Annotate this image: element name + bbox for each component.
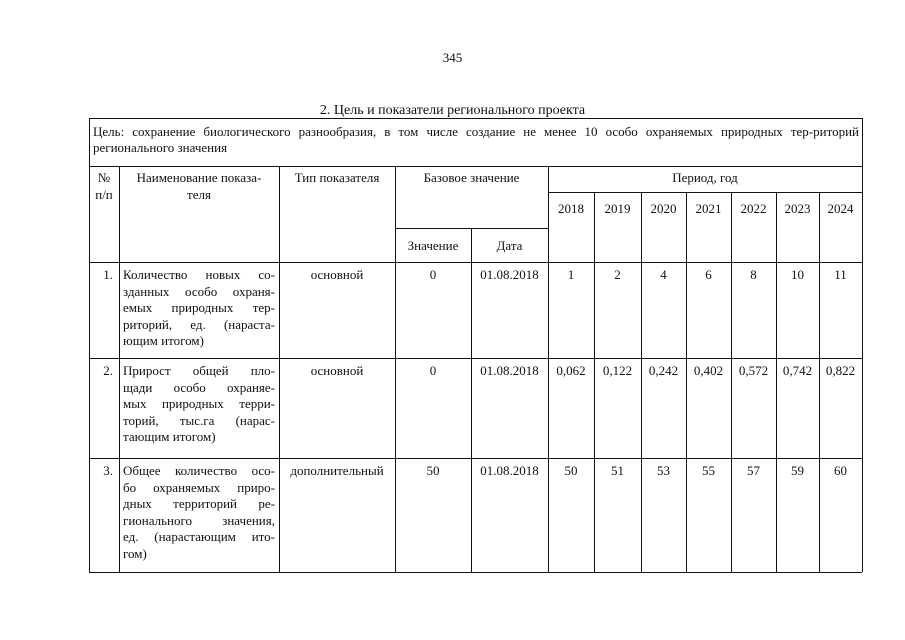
base-date: 01.08.2018 — [480, 267, 539, 282]
page-number: 345 — [442, 50, 463, 65]
year-value-2022: 0,572 — [738, 363, 769, 378]
column-divider — [594, 192, 595, 572]
goal-row-divider — [89, 166, 862, 167]
year-value-2022: 8 — [750, 267, 757, 282]
year-value-2019: 2 — [614, 267, 621, 282]
year-value-2018: 50 — [564, 463, 578, 478]
header-year-2022: 2022 — [740, 201, 767, 216]
row-divider — [89, 458, 862, 459]
indicator-name: Прирост общей пло- щади особо охраняе- мых природных терри- торий, тыс.га (нарас- тающим итогом) — [123, 363, 275, 444]
year-value-2018: 0,062 — [556, 363, 586, 378]
table-border-top — [89, 118, 862, 119]
year-value-2023: 59 — [791, 463, 804, 478]
row-divider — [89, 358, 862, 359]
base-value: 0 — [429, 363, 437, 378]
year-value-2021: 55 — [702, 463, 715, 478]
period-header-divider — [548, 192, 862, 193]
header-year-2023: 2023 — [784, 201, 811, 216]
year-value-2020: 53 — [657, 463, 670, 478]
indicator-name: Общее количество осо- бо охраняемых приро- дных территорий ре- гионального значения, ед. (нарастающим ито- гом) — [123, 463, 275, 561]
table-border-right — [862, 118, 863, 572]
indicator-type: дополнительный — [290, 463, 384, 478]
column-divider — [686, 192, 687, 572]
header-row-divider — [89, 262, 862, 263]
row-number: 2. — [103, 363, 113, 378]
year-value-2024: 0,822 — [825, 363, 856, 378]
column-divider — [776, 192, 777, 572]
base-value: 0 — [429, 267, 437, 282]
goal-text: Цель: сохранение биологического разнообразия, в том числе создание не менее 10 особо охраняемых природных тер-риторий регионального значения — [93, 124, 859, 155]
header-base-value-value: Значение — [407, 238, 459, 253]
table-border-bottom — [89, 572, 862, 573]
year-value-2024: 11 — [834, 267, 847, 282]
header-base-value: Базовое значение — [423, 170, 520, 185]
column-divider — [819, 192, 820, 572]
base-date: 01.08.2018 — [480, 463, 539, 478]
header-base-value-date: Дата — [496, 238, 523, 253]
header-type: Тип показателя — [294, 170, 380, 185]
row-number: 1. — [103, 267, 113, 282]
header-num: № п/п — [95, 170, 113, 202]
year-value-2023: 10 — [791, 267, 804, 282]
header-year-2021: 2021 — [695, 201, 722, 216]
base-value: 50 — [426, 463, 440, 478]
header-period: Период, год — [672, 170, 738, 185]
header-name: Наименование показа- теля — [136, 170, 262, 202]
year-value-2019: 51 — [611, 463, 624, 478]
base-date: 01.08.2018 — [480, 363, 539, 378]
header-year-2018: 2018 — [558, 201, 584, 216]
indicator-type: основной — [310, 363, 364, 378]
year-value-2018: 1 — [567, 267, 575, 282]
year-value-2023: 0,742 — [782, 363, 813, 378]
column-divider — [119, 166, 120, 572]
column-divider — [395, 166, 396, 572]
column-divider — [731, 192, 732, 572]
year-value-2019: 0,122 — [602, 363, 633, 378]
table-border-left — [89, 118, 90, 572]
header-year-2019: 2019 — [604, 201, 631, 216]
header-year-2024: 2024 — [827, 201, 854, 216]
year-value-2021: 0,402 — [693, 363, 724, 378]
column-divider — [641, 192, 642, 572]
header-year-2020: 2020 — [650, 201, 677, 216]
year-value-2020: 0,242 — [648, 363, 679, 378]
year-value-2022: 57 — [747, 463, 760, 478]
row-number: 3. — [103, 463, 113, 478]
year-value-2021: 6 — [705, 267, 712, 282]
indicator-type: основной — [310, 267, 364, 282]
indicator-name: Количество новых со- зданных особо охраня- емых природных тер- риторий, ед. (нараста- ющим итогом) — [123, 267, 275, 348]
section-title: 2. Цель и показатели регионального проекта — [319, 103, 586, 118]
year-value-2024: 60 — [834, 463, 847, 478]
year-value-2020: 4 — [660, 267, 667, 282]
